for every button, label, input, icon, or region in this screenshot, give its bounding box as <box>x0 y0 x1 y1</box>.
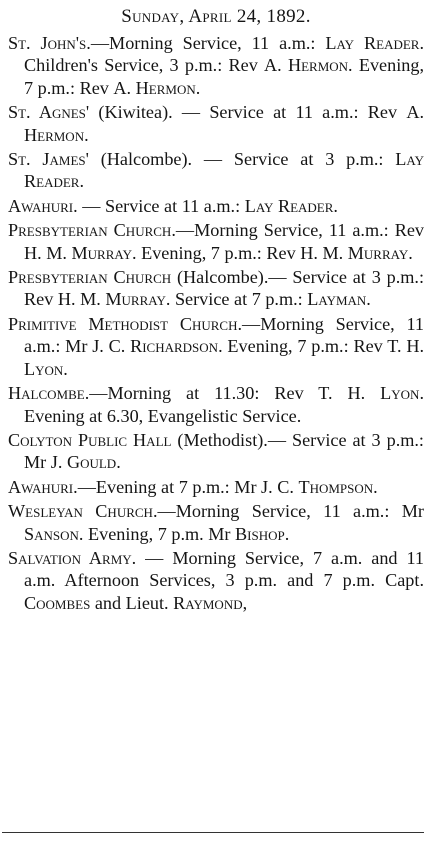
service-details: (Kiwitea). — Service at 11 a.m.: Rev <box>89 102 407 123</box>
service-details: Service at 7 p.m.: <box>170 289 308 310</box>
person-name: Murray. <box>105 289 171 310</box>
service-details: —Evening at 7 p.m.: Mr J. C. <box>77 476 299 497</box>
person-name: Richardson. <box>130 336 223 357</box>
service-details: (Methodist).— Service at 3 p.m.: Mr J. <box>24 429 424 473</box>
service-entry <box>8 476 424 498</box>
service-entry <box>8 219 424 264</box>
service-details: Evening, 7 p.m.: Rev T. H. <box>222 336 424 357</box>
service-entry <box>8 266 424 311</box>
person-name: Coombes <box>24 592 91 613</box>
person-name: Lay Reader. <box>24 149 424 192</box>
service-details: —Morning at 11.30: Rev T. H. <box>89 383 381 404</box>
service-entry <box>8 547 424 614</box>
service-details: (Halcombe). — Service at 3 p.m.: <box>88 149 396 170</box>
person-name: Lyon. <box>380 383 424 404</box>
person-name: Lyon. <box>24 358 68 379</box>
person-name: A. Hermon. <box>24 102 424 145</box>
church-name: St. Agnes' <box>8 102 90 123</box>
service-details: Evening, 7 p.m.: Rev <box>24 55 424 98</box>
church-name: Salvation Army. <box>8 547 137 568</box>
church-name: Presbyterian Church <box>8 267 172 288</box>
person-name: Raymond, <box>173 592 248 613</box>
person-name: Layman. <box>307 289 371 310</box>
bottom-rule <box>2 832 424 833</box>
service-entry <box>8 101 424 146</box>
service-details: Children's Service, 3 p.m.: Rev <box>24 55 265 76</box>
service-details: Evening, 7 p.m.: Rev H. M. <box>136 242 348 263</box>
service-details: —Morning Service, 11 a.m.: <box>90 33 326 53</box>
church-name: Colyton Public Hall <box>8 429 172 450</box>
person-name: Lay Reader. <box>244 195 338 216</box>
service-list <box>8 32 424 614</box>
church-name: Primitive Methodist Church. <box>8 313 243 334</box>
service-entry <box>8 148 424 193</box>
church-name: St. James' <box>8 149 89 170</box>
column-heading: Sunday, April 24, 1892. <box>121 6 311 27</box>
person-name: A. Hermon. <box>113 77 201 98</box>
church-name: Awahuri. <box>8 476 78 497</box>
service-entry <box>8 500 424 545</box>
service-entry <box>8 195 424 217</box>
person-name: Sanson. <box>24 523 84 544</box>
service-details: —Morning Service, 11 a.m.: Mr J. C. <box>24 313 424 357</box>
service-entry <box>8 382 424 427</box>
service-details: —Morning Service, 11 a.m.: Mr <box>157 501 424 522</box>
person-name: Thompson. <box>298 476 378 497</box>
service-details: —Morning Service, 11 a.m.: Rev H. M. <box>24 220 425 263</box>
service-details: — Service at 11 a.m.: <box>77 195 245 216</box>
person-name: Murray. <box>347 242 413 263</box>
church-name: Halcombe. <box>8 383 90 404</box>
service-entry <box>8 32 424 99</box>
service-entry <box>8 429 424 474</box>
church-name: Presbyterian Church. <box>8 220 176 241</box>
service-details: — Morning Service, 7 a.m. and 11 a.m. Afternoon Services, 3 p.m. and 7 p.m. Capt. <box>24 547 424 591</box>
church-name: St. John's. <box>8 33 91 53</box>
service-details: and Lieut. <box>90 592 174 613</box>
service-details: Evening, 7 p.m. Mr <box>83 523 236 544</box>
service-details: Evening at 6.30, Evangelistic Service. <box>24 405 302 426</box>
church-name: Awahuri. <box>8 195 78 216</box>
service-details: (Halcombe).— Service at 3 p.m.: Rev H. M. <box>24 267 424 310</box>
service-entry <box>8 313 424 380</box>
church-name: Wesleyan Church. <box>8 501 158 522</box>
person-name: Bishop. <box>235 523 290 544</box>
person-name: Murray. <box>71 242 137 263</box>
person-name: A. Hermon. <box>264 55 353 76</box>
person-name: Lay Reader. <box>325 33 425 53</box>
person-name: Gould. <box>66 452 121 473</box>
